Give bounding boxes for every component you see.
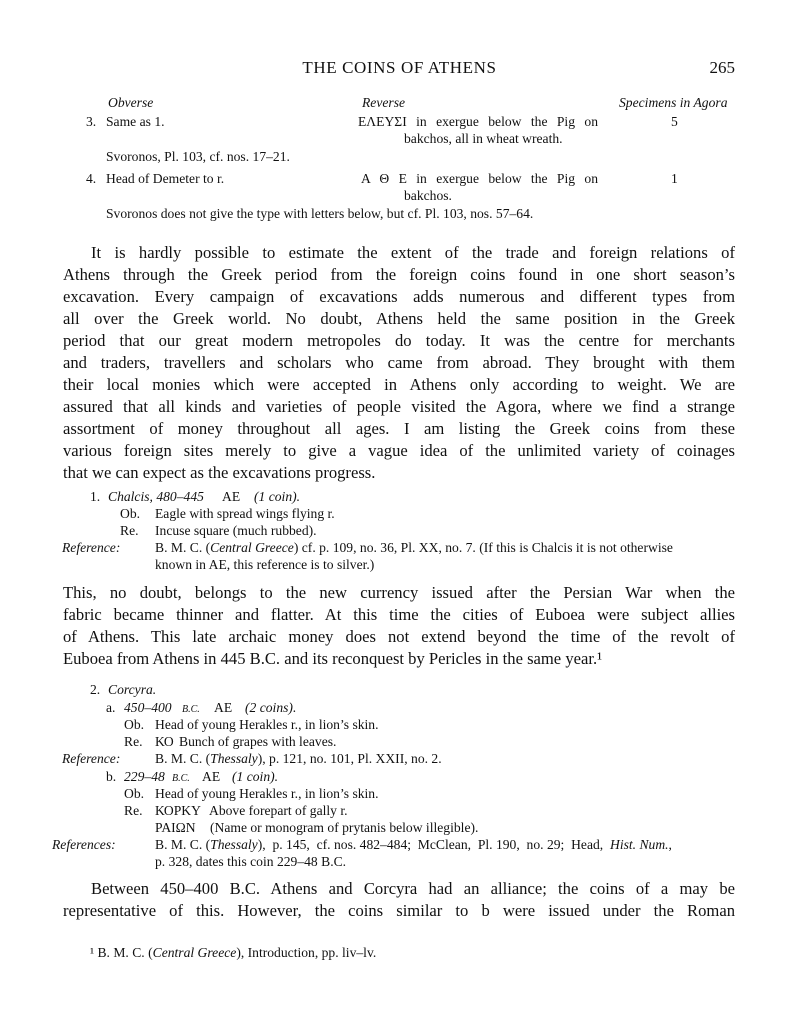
obverse-description: Head of young Herakles r., in lion’s skin. xyxy=(155,786,379,801)
coin-legend: ΡΑΙΩΝ xyxy=(155,820,196,835)
footnote xyxy=(90,945,376,961)
paragraph-line: excavation. Every campaign of excavations adds numerous and different types from xyxy=(63,287,735,306)
reference-text xyxy=(155,540,673,557)
era-abbreviation: B.C. xyxy=(172,773,190,784)
entry-metal: AE xyxy=(222,489,241,504)
reverse-description: Incuse square (much rubbed). xyxy=(155,523,317,538)
obverse-label: Ob. xyxy=(120,506,141,521)
footnote-part: ), Introduction, pp. liv–lv. xyxy=(236,945,377,960)
variant-date: 229–48 xyxy=(124,769,165,784)
table-row-number: 4. xyxy=(86,171,97,186)
paragraph-line: assured that all kinds and varieties of people visited the Agora, where we find a strange xyxy=(63,397,735,416)
entry-count: (2 coins). xyxy=(245,700,297,715)
footnote-text xyxy=(97,945,376,960)
reference-part: ), p. 145, cf. nos. 482–484; McClean, Pl. 190, no. 29; Head, xyxy=(257,837,604,852)
reference-work-title: Thessaly xyxy=(210,751,258,766)
reference-label: References: xyxy=(52,837,116,852)
paragraph-line: period that our great modern metropoles do today. It was the centre for merchants xyxy=(63,331,735,350)
paragraph-line: that we can expect as the excavations progress. xyxy=(63,463,376,482)
table-cell-specimens: 1 xyxy=(671,171,678,186)
paragraph-line: This, no doubt, belongs to the new currency issued after the Persian War when the xyxy=(63,583,735,602)
table-cell-specimens: 5 xyxy=(671,114,678,129)
paragraph-line: assortment of money throughout all ages. I am listing the Greek coins from these xyxy=(63,419,735,438)
reverse-description: Bunch of grapes with leaves. xyxy=(179,734,337,749)
page-number: 265 xyxy=(709,58,735,77)
entry-metal: AE xyxy=(202,769,221,784)
column-header-specimens: Specimens in Agora xyxy=(619,95,728,110)
reference-part: B. M. C. ( xyxy=(155,837,211,852)
entry-number: 1. xyxy=(90,489,101,504)
paragraph-line: their local monies which were accepted in Athens only according to weight. We are xyxy=(63,375,735,394)
table-note: Svoronos, Pl. 103, cf. nos. 17–21. xyxy=(106,149,290,164)
footnote-marker: ¹ xyxy=(90,945,95,960)
paragraph-line: various foreign sites merely to give a vague idea of the unlimited variety of coinages xyxy=(63,441,735,460)
coin-legend: ΚΟΡΚΥ xyxy=(155,803,201,818)
entry-place: Chalcis, 480–445 xyxy=(108,489,204,504)
footnote-part: B. M. C. ( xyxy=(97,945,153,960)
page-header xyxy=(0,58,799,82)
reference-text xyxy=(155,837,672,854)
body-paragraph xyxy=(63,242,735,484)
body-paragraph xyxy=(63,582,735,670)
obverse-label: Ob. xyxy=(124,717,145,732)
body-paragraph xyxy=(63,878,735,922)
paragraph-line: all over the Greek world. No doubt, Athens held the same position in the Greek xyxy=(63,309,735,328)
reverse-description: Above forepart of gally r. xyxy=(209,803,348,818)
reverse-label: Re. xyxy=(124,734,143,749)
reverse-label: Re. xyxy=(120,523,139,538)
table-cell-reverse-continued: bakchos. xyxy=(404,188,452,203)
entry-place: Corcyra. xyxy=(108,682,157,697)
reference-work-title: Thessaly xyxy=(210,837,258,852)
obverse-description: Eagle with spread wings flying r. xyxy=(155,506,335,521)
reverse-description: (Name or monogram of prytanis below illegible). xyxy=(210,820,479,835)
reference-text-continued: known in AE, this reference is to silver.) xyxy=(155,557,375,572)
entry-count: (1 coin). xyxy=(232,769,279,784)
reference-part: , xyxy=(668,837,672,852)
table-note: Svoronos does not give the type with letters below, but cf. Pl. 103, nos. 57–64. xyxy=(106,206,534,221)
table-row-number: 3. xyxy=(86,114,97,129)
reference-work-title: Hist. Num. xyxy=(610,837,669,852)
reference-part: ), p. 121, no. 101, Pl. XXII, no. 2. xyxy=(257,751,442,766)
reference-part: B. M. C. ( xyxy=(155,751,211,766)
footnote-work-title: Central Greece xyxy=(152,945,237,960)
paragraph-line: fabric became thinner and flatter. At this time the cities of Euboea were subject allies xyxy=(63,605,735,624)
running-title: THE COINS OF ATHENS xyxy=(302,58,497,77)
entry-number: 2. xyxy=(90,682,101,697)
paragraph-line: It is hardly possible to estimate the extent of the trade and foreign relations of xyxy=(91,243,735,262)
reference-label: Reference: xyxy=(62,751,121,766)
entry-metal: AE xyxy=(214,700,233,715)
table-cell-reverse: ΕΛΕΥΣΙ in exergue below the Pig on xyxy=(358,114,598,129)
variant-label: b. xyxy=(106,769,117,784)
paragraph-line: representative of this. However, the coins similar to b were issued under the Roman xyxy=(63,901,735,920)
column-header-obverse: Obverse xyxy=(108,95,154,110)
reverse-label: Re. xyxy=(124,803,143,818)
reference-text xyxy=(155,751,442,768)
era-abbreviation: B.C. xyxy=(182,704,200,715)
paragraph-line: of Athens. This late archaic money does not extend beyond the time of the revolt of xyxy=(63,627,735,646)
obverse-label: Ob. xyxy=(124,786,145,801)
table-cell-obverse: Same as 1. xyxy=(106,114,165,129)
table-cell-obverse: Head of Demeter to r. xyxy=(106,171,225,186)
reference-label: Reference: xyxy=(62,540,121,555)
paragraph-line: Euboea from Athens in 445 B.C. and its reconquest by Pericles in the same year.¹ xyxy=(63,649,603,668)
entry-count: (1 coin). xyxy=(254,489,301,504)
variant-date: 450–400 xyxy=(124,700,172,715)
column-header-reverse: Reverse xyxy=(362,95,406,110)
coin-legend: ΚΟ xyxy=(155,734,174,749)
reference-part: B. M. C. ( xyxy=(155,540,211,555)
obverse-description: Head of young Herakles r., in lion’s skin. xyxy=(155,717,379,732)
table-cell-reverse-continued: bakchos, all in wheat wreath. xyxy=(404,131,563,146)
paragraph-line: Athens through the Greek period from the foreign coins found in one short season’s xyxy=(63,265,735,284)
table-cell-reverse: Α Θ Ε in exergue below the Pig on xyxy=(361,171,598,186)
paragraph-line: and traders, travellers and scholars who came from abroad. They brought with them xyxy=(63,353,735,372)
reference-work-title: Central Greece xyxy=(210,540,294,555)
paragraph-line: Between 450–400 B.C. Athens and Corcyra had an alliance; the coins of a may be xyxy=(91,879,735,898)
reference-part: ) cf. p. 109, no. 36, Pl. XX, no. 7. (If this is Chalcis it is not otherwise xyxy=(293,540,673,555)
reference-text-continued: p. 328, dates this coin 229–48 B.C. xyxy=(155,854,347,869)
variant-label: a. xyxy=(106,700,116,715)
